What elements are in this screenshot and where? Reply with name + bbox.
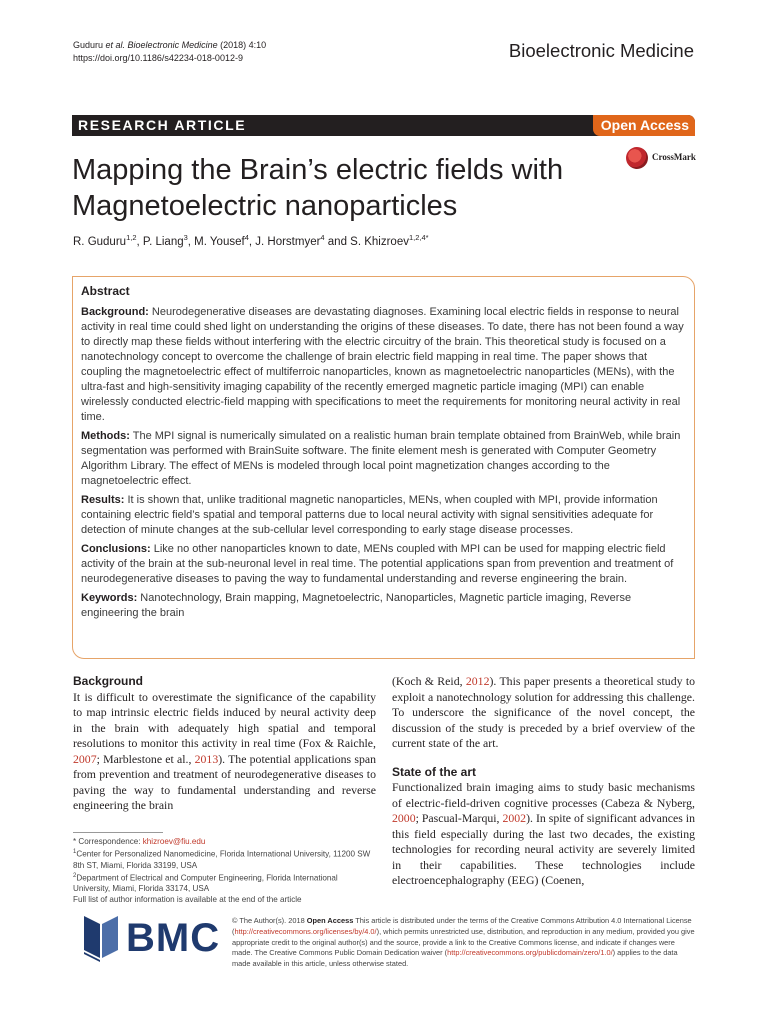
ref-link[interactable]: 2013 [194,751,219,766]
crossmark-icon [626,147,648,169]
citation-header [73,39,266,65]
abstract-background: Background: Neurodegenerative diseases are devastating diagnoses. Examining local electric fields in response to neural activity in real time could shed light on understanding the origins of these diseases. To date, there has not been found a way to directly map these fields without interfering with the electric circuitry of the brain. This theoretical study is focused on a nanotechnology concept to overcome the challenge of brain electric field mapping in real time. The paper shows that coupling the magnetoelectric effect of multiferroic nanoparticles, known as magnetoelectric nanoparticles (MENs), with the ultra-fast and high-sensitivity imaging capability of the recently emerged magnetic particle imaging (MPI) can enable wirelessly conducted electric-field mapping with specifications to meet the requirements for monitoring neural activity in real time. [81,306,684,423]
right-column [392,674,695,889]
license-link-cc0[interactable]: http://creativecommons.org/publicdomain/zero/1.0/ [447,948,613,958]
article-title [72,152,612,224]
abstract [81,284,685,625]
footnotes [73,836,376,905]
title-line-1: Mapping the Brain’s electric fields with [72,154,564,186]
citation-authors: Guduru [73,40,106,50]
title-line-2: Magnetoelectric nanoparticles [72,190,458,222]
affiliation-1: $^1$Center for Personalized Nanomedicine, Florida International University, 11200 SW 8th ST, Miami, Florida 33199, USA [73,849,371,870]
abstract-keywords: Keywords: Nanotechnology, Brain mapping, Magnetoelectric, Nanoparticles, Magnetic particle imaging, Reverse engineering the brain [81,592,632,619]
abstract-heading: Abstract [81,284,130,298]
state-of-art-paragraph: Functionalized brain imaging aims to study basic mechanisms of electric-field-driven cognitive processes (Cabeza & Nyberg, 2000; Pascual-Marqui, 2002). In spite of significant advances in this field especially during the last two decades, the existing technologies for recording neural activity are severely limited in their capabilities. These technologies include electroencephalography (EEG) (Coenen, [392,780,695,887]
license-statement: © The Author(s). 2018 Open Access This article is distributed under the terms of the Creative Commons Attribution 4.0 International License (http://creativecommons.org/licenses/by/4.0/), which permits unrestricted use, distribution, and reproduction in any medium, provided you give appropriate credit to the original author(s) and the source, provide a link to the Creative Commons license, and indicate if changes were made. The Creative Commons Public Domain Dedication waiver (http://creativecommons.org/publicdomain/zero/1.0/) applies to the data made available in this article, unless otherwise stated. [232,916,695,969]
state-of-art-heading: State of the art [392,764,477,779]
abstract-conclusions: Conclusions: Like no other nanoparticles known to date, MENs coupled with MPI can be used for mapping electric field activity of the brain at the sub-neuronal level in real time. The potential applications span from prevention and treatment of neurodegenerative diseases to paving the way to fundamental understanding and reverse engineering the brain. [81,543,674,585]
author-info-note: Full list of author information is available at the end of the article [73,895,302,905]
background-paragraph: It is difficult to overestimate the significance of the capability to map intrinsic electric fields induced by neural activity deep in the brain with adequately high spatial and temporal resolutions to monitor this activity in real time (Fox & Raichle, 2007; Marblestone et al., 2013). The potential applications span from prevention and treatment of neurodegenerative diseases to paving the way to fundamental understanding and reverse engineering the brain [73,689,376,812]
open-access-badge: Open Access [593,115,695,136]
journal-name: Bioelectronic Medicine [508,40,694,61]
ref-link[interactable]: 2000 [392,811,416,825]
correspondence: * Correspondence: khizroev@fiu.edu [73,837,206,846]
author-1[interactable]: R. Guduru$^{1,2}$ [73,233,137,248]
citation-journal: Bioelectronic Medicine [125,40,218,50]
intro-continued-paragraph: (Koch & Reid, 2012). This paper presents a theoretical study to exploit a nanotechnology solution for addressing this challenge. To underscore the significance of the novel concept, the discussion of the study is preceded by a brief overview of the current state of the art. [392,674,695,750]
ref-link[interactable]: 2007 [73,751,97,766]
bmc-logo-icon [80,912,124,966]
article-type-label: RESEARCH ARTICLE [78,117,247,133]
ref-link[interactable]: 2012 [465,674,490,688]
abstract-results: Results: It is shown that, unlike traditional magnetic nanoparticles, MENs, when coupled with MPI, provide information containing electric field’s spatial and temporal patterns due to local neural activity with signal sensitivities adequate for detection of minute changes at the sub-cellular level corresponding to early stage disease processes. [81,494,658,536]
author-list [73,233,429,248]
author-2[interactable]: , P. Liang$^3$ [136,233,188,248]
citation-year: (2018) 4:10 [217,40,267,50]
affiliation-2: $^2$Department of Electrical and Computer Engineering, Florida International University, Miami, Florida 33174, USA [73,872,338,894]
footnote-divider [73,832,163,833]
bmc-logo [80,912,220,966]
citation-line [73,39,266,52]
author-5[interactable]: and S. Khizroev$^{1,2,4*}$ [324,233,429,248]
license-link-cc-by[interactable]: http://creativecommons.org/licenses/by/4.0/ [234,926,377,936]
background-heading: Background [73,674,144,688]
correspondence-email-link[interactable]: khizroev@fiu.edu [142,837,206,846]
citation-etal: et al. [105,40,126,50]
article-banner [72,115,695,136]
ref-link[interactable]: 2002 [502,811,527,825]
crossmark-label: CrossMark [652,152,696,162]
author-3[interactable]: , M. Yousef$^4$ [187,233,249,248]
bmc-logo-text: BMC [126,916,221,960]
left-column [73,674,376,814]
crossmark-button[interactable] [626,144,702,172]
abstract-methods: Methods: The MPI signal is numerically simulated on a realistic human brain template obtained from BrainWeb, while brain segmentation was performed with BrainSuite software. The finite element mesh is generated with Computer Geometry Algorithm Library. The effect of MENs is modeled through local point magnetization changes according to the magnetoelectric effect. [81,430,681,487]
author-4[interactable]: , J. Horstmyer$^4$ [248,233,325,248]
doi-link[interactable]: https://doi.org/10.1186/s42234-018-0012-9 [73,53,243,63]
